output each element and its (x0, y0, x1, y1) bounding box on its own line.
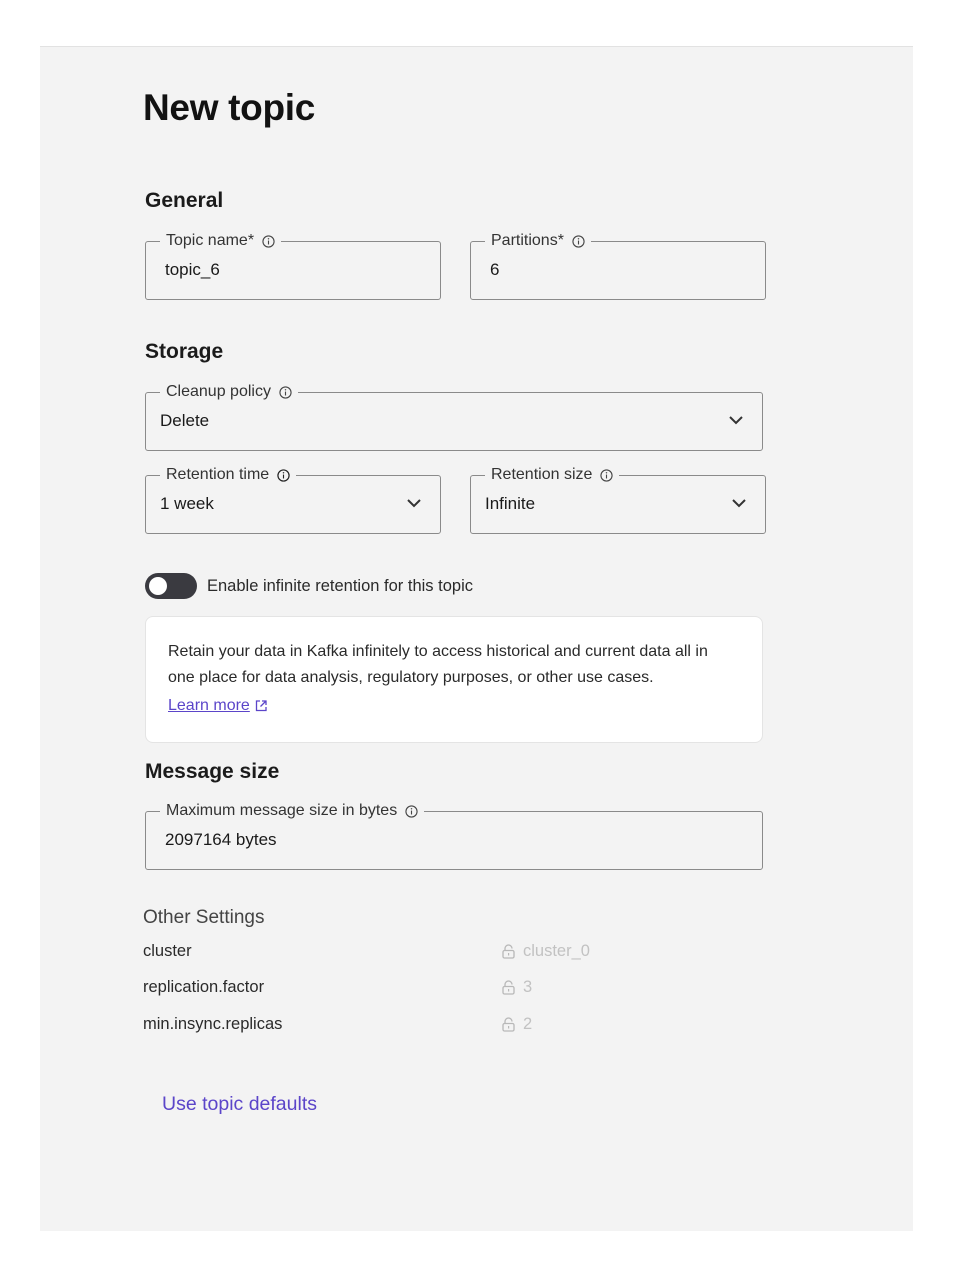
retention-time-value: 1 week (160, 494, 214, 513)
setting-key-replication-factor: replication.factor (143, 978, 265, 996)
info-icon[interactable] (405, 805, 418, 818)
chevron-down-icon[interactable] (731, 498, 747, 508)
cleanup-policy-label: Cleanup policy (160, 382, 298, 402)
infinite-retention-label: Enable infinite retention for this topic (207, 577, 473, 595)
topic-name-input[interactable]: topic_6 (165, 260, 220, 279)
info-icon[interactable] (262, 235, 275, 248)
infinite-retention-toggle[interactable] (145, 573, 197, 599)
topic-name-label: Topic name* (160, 231, 281, 251)
page-title: New topic (143, 87, 316, 128)
use-topic-defaults-link[interactable]: Use topic defaults (162, 1093, 318, 1115)
setting-value-min-insync-replicas: 2 (502, 1015, 532, 1034)
info-icon[interactable] (279, 386, 292, 399)
max-message-size-label: Maximum message size in bytes (160, 801, 424, 821)
lock-icon (502, 980, 515, 995)
setting-key-min-insync-replicas: min.insync.replicas (143, 1015, 283, 1033)
toggle-knob (149, 577, 167, 595)
chevron-down-icon[interactable] (728, 415, 744, 425)
topic-name-field[interactable] (145, 232, 441, 300)
new-topic-panel (40, 46, 913, 1231)
external-link-icon (254, 699, 268, 713)
learn-more-link[interactable]: Learn more (168, 697, 268, 715)
info-card-text: Retain your data in Kafka infinitely to access historical and current data all in one place for data analysis, regulatory purposes, or other use cases. (168, 643, 708, 686)
section-title-message-size: Message size (145, 760, 280, 783)
infinite-retention-info-card (145, 616, 763, 743)
cleanup-policy-select[interactable] (145, 383, 763, 451)
partitions-label: Partitions* (485, 231, 591, 251)
retention-size-value: Infinite (485, 494, 536, 513)
info-icon[interactable] (600, 469, 613, 482)
setting-value-cluster: cluster_0 (502, 942, 590, 961)
chevron-down-icon[interactable] (406, 498, 422, 508)
cleanup-policy-value: Delete (160, 411, 210, 430)
retention-size-label: Retention size (485, 465, 619, 485)
setting-key-cluster: cluster (143, 942, 192, 960)
retention-time-select[interactable] (145, 466, 441, 534)
lock-icon (502, 944, 515, 959)
retention-time-label: Retention time (160, 465, 296, 485)
retention-size-select[interactable] (470, 466, 766, 534)
partitions-field[interactable] (470, 232, 766, 300)
section-title-general: General (145, 189, 224, 212)
section-title-storage: Storage (145, 340, 224, 363)
other-settings-title: Other Settings (143, 907, 265, 928)
partitions-input[interactable]: 6 (490, 260, 500, 279)
info-icon[interactable] (572, 235, 585, 248)
lock-icon (502, 1017, 515, 1032)
max-message-size-field[interactable] (145, 802, 763, 870)
info-icon[interactable] (277, 469, 290, 482)
setting-value-replication-factor: 3 (502, 978, 532, 997)
max-message-size-input[interactable]: 2097164 bytes (165, 830, 277, 849)
